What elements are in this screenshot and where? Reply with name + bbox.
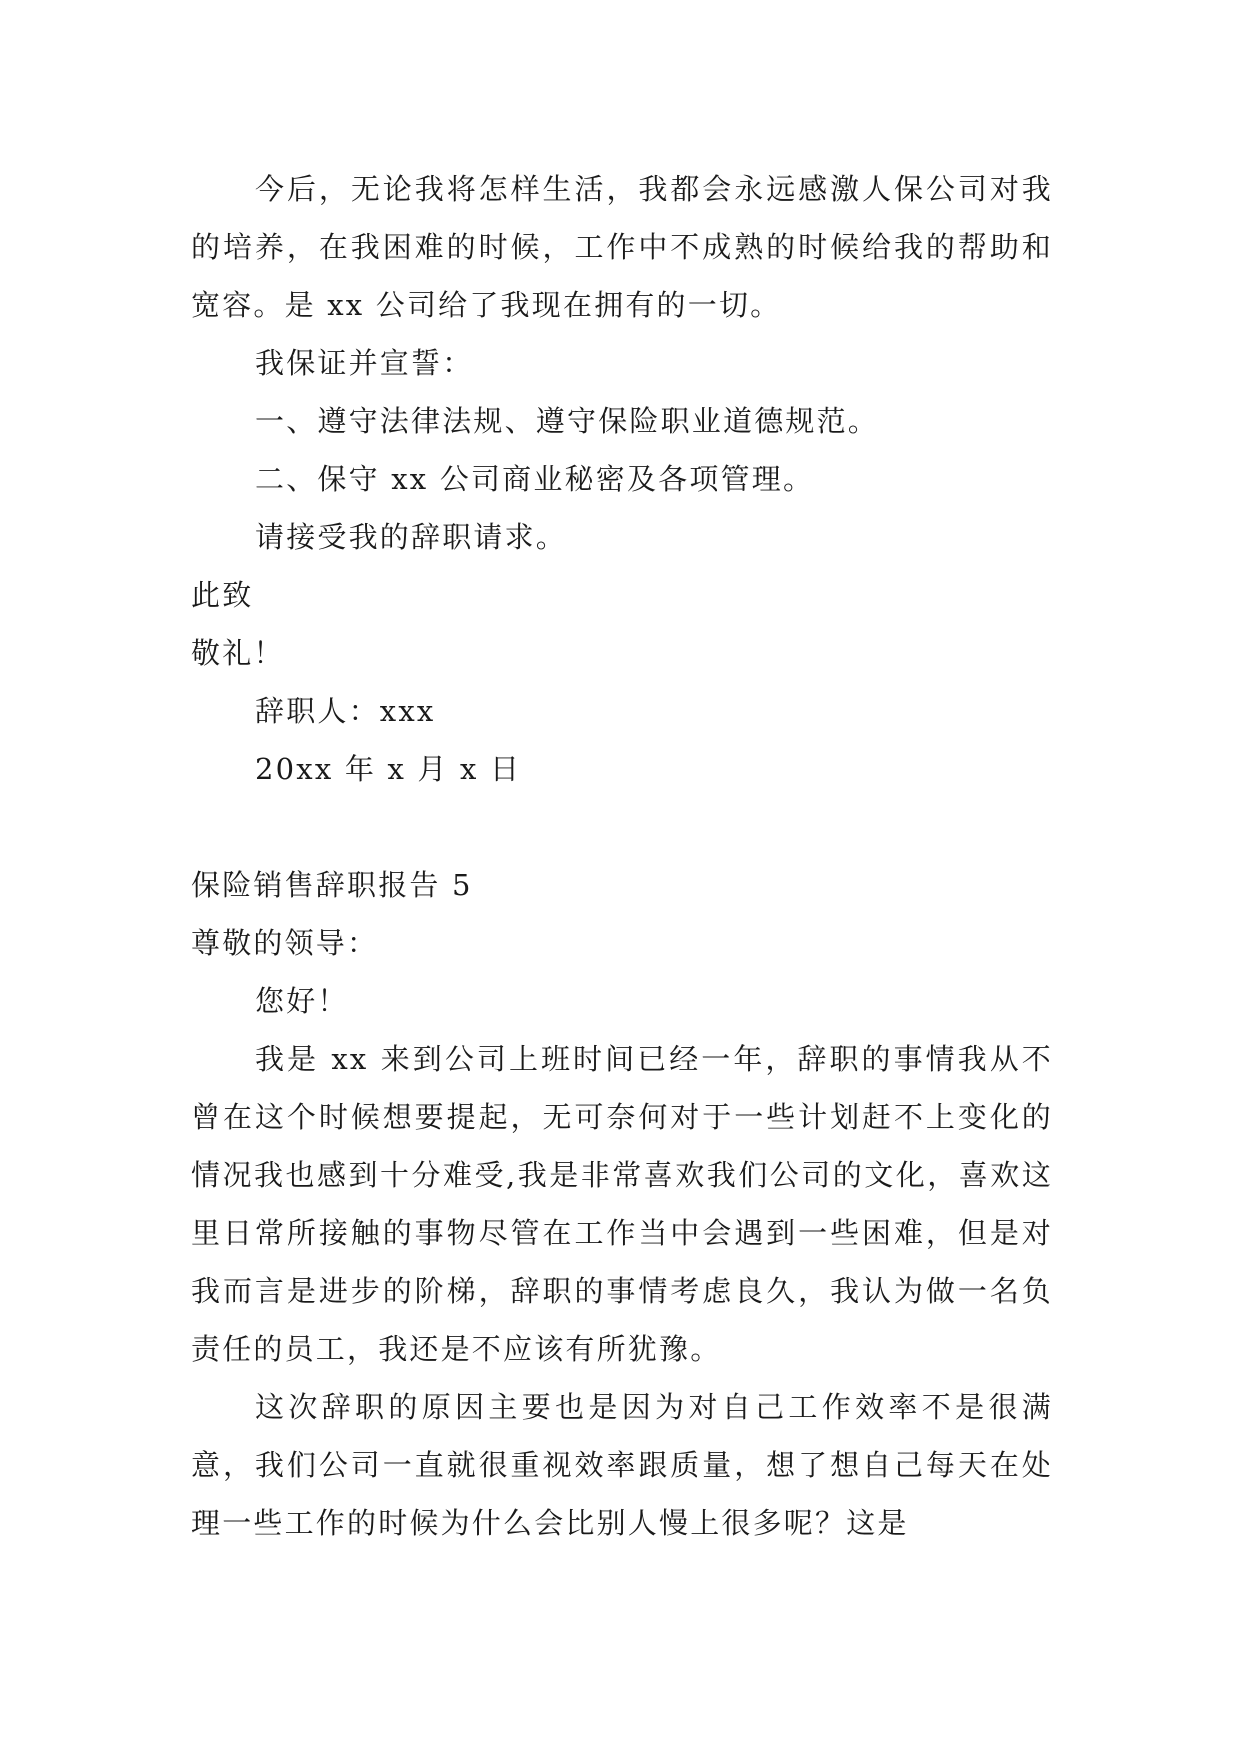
signature-line: 辞职人：xxx bbox=[255, 694, 436, 728]
paragraph-gratitude: 今后，无论我将怎样生活，我都会永远感激人保公司对我的培养，在我困难的时候，工作中不成熟的时候给我的帮助和宽容。是 xx 公司给了我现在拥有的一切。 bbox=[191, 172, 1053, 322]
pledge-item-2: 二、保守 xx 公司商业秘密及各项管理。 bbox=[255, 462, 815, 496]
pledge-item-1: 一、遵守法律法规、遵守保险职业道德规范。 bbox=[255, 404, 880, 438]
section-title: 保险销售辞职报告 5 bbox=[191, 868, 473, 902]
section-spacer bbox=[191, 798, 1053, 856]
document-body bbox=[191, 160, 1053, 1552]
paragraph-reason: 这次辞职的原因主要也是因为对自己工作效率不是很满意，我们公司一直就很重视效率跟质量，想了想自己每天在处理一些工作的时候为什么会比别人慢上很多呢？这是 bbox=[191, 1390, 1053, 1540]
date-line: 20xx 年 x 月 x 日 bbox=[255, 752, 522, 786]
paragraph-background: 我是 xx 来到公司上班时间已经一年，辞职的事情我从不曾在这个时候想要提起，无可奈何对于一些计划赶不上变化的情况我也感到十分难受,我是非常喜欢我们公司的文化，喜欢这里日常所接触的事物尽管在工作当中会遇到一些困难，但是对我而言是进步的阶梯，辞职的事情考虑良久，我认为做一名负责任的员工，我还是不应该有所犹豫。 bbox=[191, 1042, 1053, 1366]
salutation: 尊敬的领导： bbox=[191, 926, 379, 960]
closing-line-1: 此致 bbox=[191, 578, 254, 612]
closing-line-2: 敬礼！ bbox=[191, 636, 285, 670]
greeting: 您好！ bbox=[255, 984, 349, 1018]
paragraph-request: 请接受我的辞职请求。 bbox=[255, 520, 568, 554]
paragraph-pledge-intro: 我保证并宣誓： bbox=[255, 346, 474, 380]
